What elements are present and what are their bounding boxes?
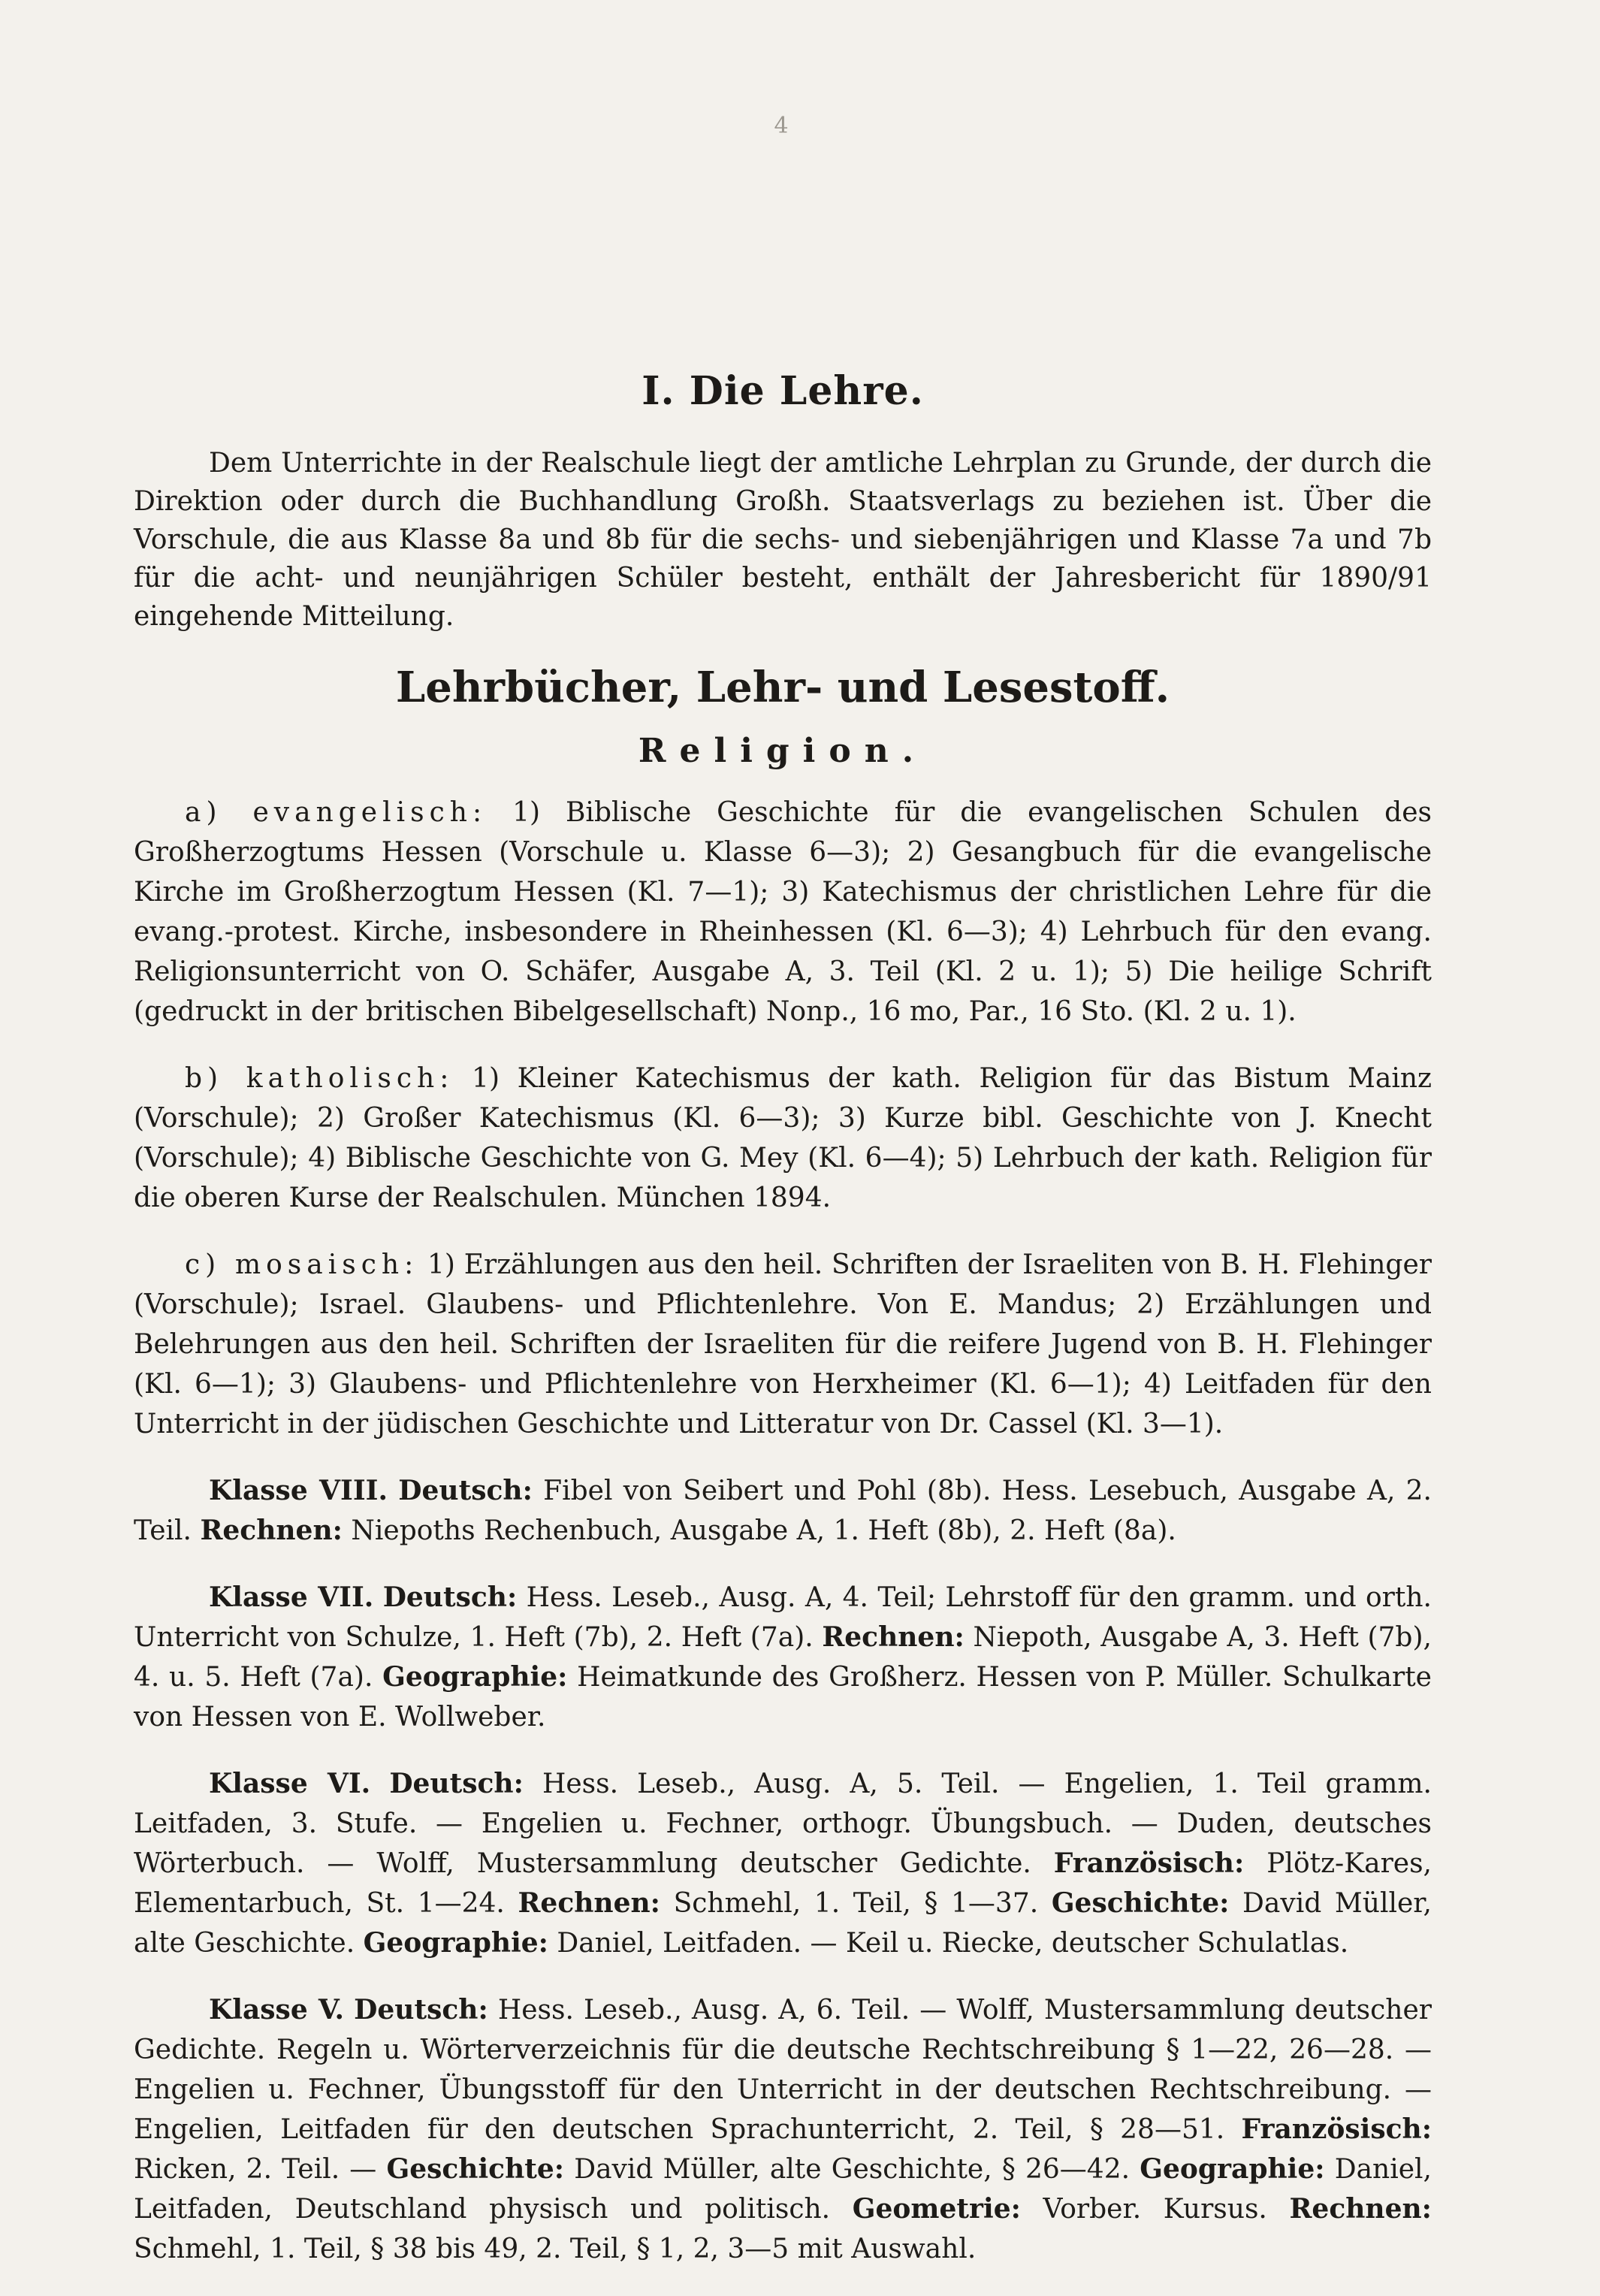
subtitle: Lehrbücher, Lehr- und Lesestoff. — [395, 663, 1170, 712]
class-vii-rechnen-label: Rechnen: — [822, 1621, 965, 1653]
class-vi-geschichte-label: Geschichte: — [1051, 1887, 1230, 1919]
class-vii-deutsch-label: Deutsch: — [382, 1582, 518, 1613]
religion-evangelical — [134, 793, 1432, 1032]
class-viii-deutsch-text: Fibel von Seibert und Pohl (8b). Hess. Lesebuch, Ausgabe A, 2. Teil. — [134, 1476, 1432, 1546]
religion-a-label: a) evangelisch: — [185, 797, 488, 828]
class-v-franzoesisch-label: Französisch: — [1241, 2113, 1432, 2145]
class-vii-geographie-label: Geographie: — [382, 1661, 568, 1693]
class-v-geschichte-text: David Müller, alte Geschichte, § 26—42. — [574, 2154, 1131, 2185]
intro-paragraph: Dem Unterrichte in der Realschule liegt der amtliche Lehrplan zu Grunde, der durch die Direktion oder durch die Buchhandlung Großh. Staatsverlags zu beziehen ist. Über die Vorschule, die aus Klasse 8a und 8b für die sechs- und siebenjährigen und Klasse 7a und 7b für die acht- und neunjährigen Schüler besteht, enthält der Jahresbericht für 1890/91 eingehende Mitteilung. — [134, 448, 1432, 632]
class-viii-rechnen-text: Niepoths Rechenbuch, Ausgabe A, 1. Heft (8b), 2. Heft (8a). — [351, 1515, 1176, 1546]
class-vi-rechnen-label: Rechnen: — [518, 1887, 660, 1919]
class-v-geschichte-label: Geschichte: — [386, 2153, 565, 2185]
class-vi-name: Klasse VI. — [209, 1768, 371, 1799]
page-number: 4 — [774, 113, 789, 139]
class-vii-name: Klasse VII. — [209, 1582, 374, 1613]
class-v-geographie-text: Daniel, Leitfaden, Deutschland physisch und politisch. — [134, 2154, 1432, 2225]
class-v-deutsch-label: Deutsch: — [354, 1994, 488, 2026]
class-v-deutsch-text: Hess. Leseb., Ausg. A, 6. Teil. — Wolff, Mustersammlung deutscher Gedichte. Regeln u. Wörterverzeichnis für die deutsche Rechtschreibung § 1—22, 26—28. — Engelien u. Fechner, Übungsstoff für den Unterricht in der deutschen Rechtschreibung. — Engelien, Leitfaden für den deutschen Sprachunterricht, 2. Teil, § 28—51. — [134, 1995, 1432, 2145]
class-vi-geographie-label: Geographie: — [363, 1927, 548, 1959]
class-v-geometrie-label: Geometrie: — [852, 2193, 1021, 2225]
section-title: I. Die Lehre. — [642, 368, 924, 414]
class-vi-deutsch-text: Hess. Leseb., Ausg. A, 5. Teil. — Engelien, 1. Teil gramm. Leitfaden, 3. Stufe. — Engelien u. Fechner, orthogr. Übungsbuch. — Duden, deutsches Wörterbuch. — Wolff, Mustersammlung deutscher Gedichte. — [134, 1769, 1432, 1879]
class-vi-block — [134, 1764, 1432, 1963]
class-vi-geographie-text: Daniel, Leitfaden. — Keil u. Riecke, deutscher Schulatlas. — [557, 1928, 1349, 1959]
class-v-geometrie-text: Vorber. Kursus. — [1043, 2194, 1267, 2225]
class-v-franzoesisch-text: Ricken, 2. Teil. — — [134, 2154, 377, 2185]
religion-c-label: c) mosaisch: — [185, 1249, 419, 1280]
religion-b-label: b) katholisch: — [185, 1063, 454, 1094]
religion-catholic — [134, 1059, 1432, 1218]
religion-b-text: 1) Kleiner Katechismus der kath. Religion für das Bistum Mainz (Vorschule); 2) Großer Katechismus (Kl. 6—3); 3) Kurze bibl. Geschichte von J. Knecht (Vorschule); 4) Biblische Geschichte von G. Mey (Kl. 6—4); 5) Lehrbuch der kath. Religion für die oberen Kurse der Realschulen. München 1894. — [134, 1063, 1432, 1213]
class-vii-geographie-text: Heimatkunde des Großherz. Hessen von P. Müller. Schulkarte von Hessen von E. Wollweber. — [134, 1662, 1432, 1733]
class-vi-franzoesisch-label: Französisch: — [1053, 1847, 1245, 1879]
class-v-geographie-label: Geographie: — [1140, 2153, 1325, 2185]
class-vi-rechnen-text: Schmehl, 1. Teil, § 1—37. — [673, 1888, 1039, 1919]
class-vi-deutsch-label: Deutsch: — [389, 1768, 524, 1799]
class-vi-franzoesisch-text: Plötz-Kares, Elementarbuch, St. 1—24. — [134, 1848, 1432, 1919]
religion-a-text: 1) Biblische Geschichte für die evangelischen Schulen des Großherzogtums Hessen (Vorschule u. Klasse 6—3); 2) Gesangbuch für die evangelische Kirche im Großherzogtum Hessen (Kl. 7—1); 3) Katechismus der christlichen Lehre für die evang.-protest. Kirche, insbesondere in Rheinhessen (Kl. 6—3); 4) Lehrbuch für den evang. Religionsunterricht von O. Schäfer, Ausgabe A, 3. Teil (Kl. 2 u. 1); 5) Die heilige Schrift (gedruckt in der britischen Bibelgesellschaft) Nonp., 16 mo, Par., 16 Sto. (Kl. 2 u. 1). — [134, 797, 1432, 1027]
class-viii-rechnen-label: Rechnen: — [200, 1515, 343, 1546]
class-viii-block — [134, 1471, 1432, 1551]
class-vii-block — [134, 1578, 1432, 1737]
religion-c-text: 1) Erzählungen aus den heil. Schriften der Israeliten von B. H. Flehinger (Vorschule); Israel. Glaubens- und Pflichtenlehre. Von E. Mandus; 2) Erzählungen und Belehrungen aus den heil. Schriften der Israeliten für die reifere Jugend von B. H. Flehinger (Kl. 6—1); 3) Glaubens- und Pflichtenlehre von Herxheimer (Kl. 6—1); 4) Leitfaden für den Unterricht in der jüdischen Geschichte und Litteratur von Dr. Cassel (Kl. 3—1). — [134, 1249, 1432, 1440]
class-vii-rechnen-text: Niepoth, Ausgabe A, 3. Heft (7b), 4. u. 5. Heft (7a). — [134, 1622, 1432, 1693]
class-v-block — [134, 1990, 1432, 2269]
class-vii-deutsch-text: Hess. Leseb., Ausg. A, 4. Teil; Lehrstoff für den gramm. und orth. Unterricht von Schulze, 1. Heft (7b), 2. Heft (7a). — [134, 1582, 1432, 1653]
religion-mosaic — [134, 1245, 1432, 1444]
class-vi-geschichte-text: David Müller, alte Geschichte. — [134, 1888, 1432, 1959]
religion-heading: Religion. — [638, 732, 928, 770]
class-viii-deutsch-label: Deutsch: — [398, 1475, 533, 1506]
class-viii-name: Klasse VIII. — [209, 1475, 388, 1506]
class-v-rechnen-text: Schmehl, 1. Teil, § 38 bis 49, 2. Teil, § 1, 2, 3—5 mit Auswahl. — [134, 2234, 977, 2264]
class-v-name: Klasse V. — [209, 1994, 345, 2026]
document-page — [134, 113, 1432, 2296]
class-v-rechnen-label: Rechnen: — [1289, 2193, 1432, 2225]
